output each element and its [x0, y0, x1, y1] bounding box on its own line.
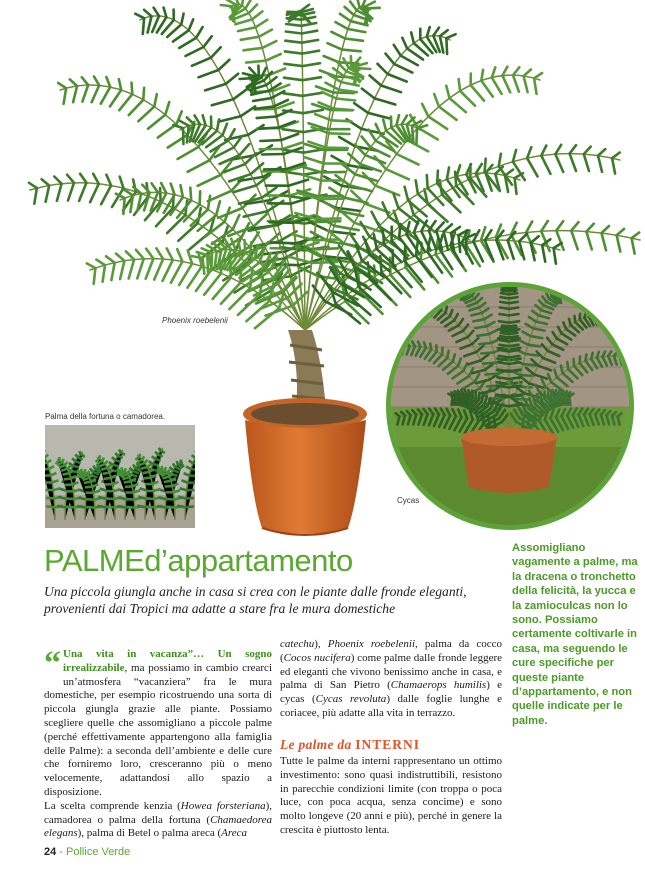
section-paragraph: Tutte le palme da interni rappresentano un ottimo investimento: sono quasi indistruttibili, resistono in parecchie condizioni limite (con troppa o poca luce, con poca acqua, senza concime) e sono molto longeve (20 anni e più), perché in genere la crescita è piuttosto lenta. [280, 755, 502, 836]
article-title [44, 545, 353, 576]
column-2-section [280, 755, 502, 838]
species-name: Phoenix roebelenii [327, 638, 416, 650]
paragraph-2-text: ), camadorea o palma della fortuna ( [44, 799, 273, 826]
species-name: Howea forsteriana [180, 799, 266, 812]
paragraph-text: , palma da cocco ( [280, 638, 502, 664]
species-name: Cycas revoluta [315, 693, 387, 706]
footer-separator: - [56, 846, 67, 858]
section-heading [280, 737, 420, 753]
sidebar-note: Assomigliano vagamente a palme, ma la dracena o tronchetto della felicità, la yucca e la zamioculcas non lo sono. Possiamo certamente coltivarle in casa, ma seguendo le cure specifiche per queste piante d’appartamento, e non quelle indicate per le palme. [512, 542, 638, 727]
paragraph-1: , ma possiamo in cambio crearci un’atmosfera “vacanziera” fra le mura domestiche, per esempio ricostruendo una sorta di piccola giungla grazie alle piante. Possiamo scegliere quelle che assomigliano a piccole palme (perché effettivamente appartengono alla famiglia delle Palme): a seconda dell’ambiente e delle cure che forniremo loro, cresceranno più o meno velocemente, adattandosi allo spazio a disposizione. [44, 661, 272, 798]
column-2 [280, 638, 502, 721]
species-name: catechu [280, 638, 315, 650]
species-name: Cocos nucifera [283, 651, 351, 664]
drop-quote: “ [44, 645, 61, 682]
paragraph-2-text: ), palma di Betel o palma areca ( [77, 827, 222, 840]
cycas-caption: Cycas [397, 496, 420, 505]
paragraph-text: ) e cycas ( [280, 679, 502, 706]
species-name: Chamaerops humilis [390, 679, 487, 692]
species-name: Chamaedorea elegans [44, 813, 272, 840]
cycas-photo [386, 282, 634, 530]
title-rest: d’appartamento [144, 543, 353, 578]
page-number: 24 [44, 846, 57, 858]
section-heading-lead: Le palme da [280, 737, 356, 752]
lead-text: Una vita in vacanza”… Un sogno irrealizzabile [63, 648, 272, 674]
publication-name: Pollice Verde [66, 846, 131, 858]
paragraph-text: ), [314, 638, 328, 650]
camadorea-photo [45, 425, 195, 528]
paragraph-text: ) come palme dalle fronde leggere ed eleganti che vivono benissimo anche in casa, e palma di San Pietro ( [280, 651, 502, 692]
article-subtitle: Una piccola giungla anche in casa si crea con le piante dalle fronde eleganti, provenienti dai Tropici ma adatte a stare fra le mura domestiche [44, 584, 467, 616]
hero-caption: Phoenix roebelenii [162, 316, 228, 325]
thumb-caption: Palma della fortuna o camadorea. [45, 412, 166, 421]
paragraph-2-text: La scelta comprende kenzia ( [44, 799, 181, 812]
page-footer [44, 846, 130, 858]
species-name: Areca [221, 827, 248, 840]
section-heading-caps: INTERNI [355, 737, 420, 752]
column-1 [44, 645, 273, 841]
paragraph-text: ) dalle foglie lunghe e coriacee, più adatte alla vita in terrazzo. [280, 693, 502, 719]
title-main: PALME [44, 543, 145, 578]
